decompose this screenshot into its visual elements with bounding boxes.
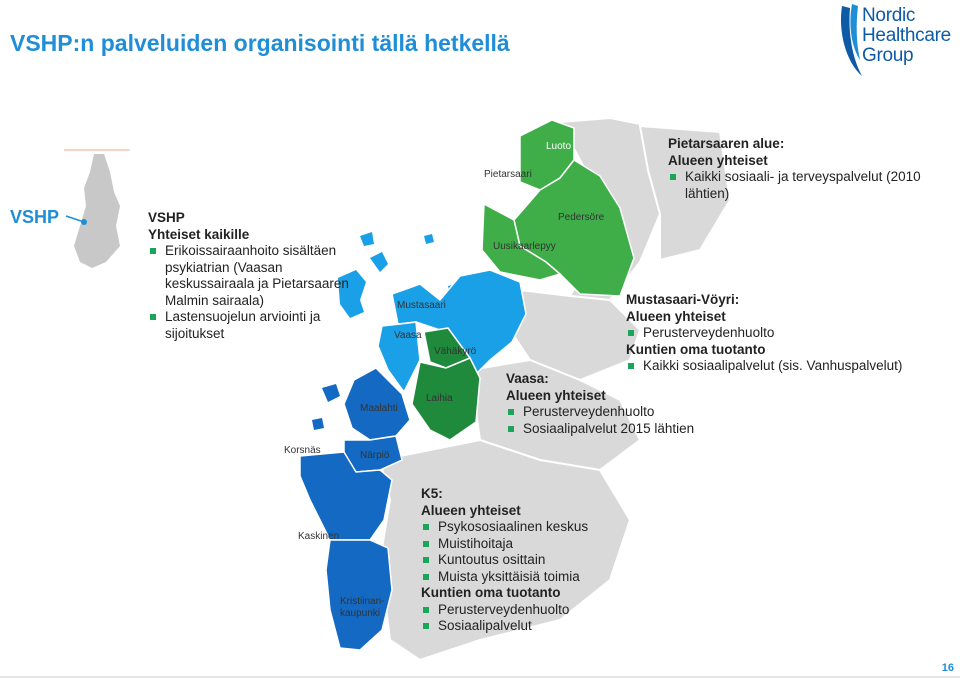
vaasa-block-bullet: Sosiaalipalvelut 2015 lähtien xyxy=(506,421,746,438)
map-label-korsnas: Korsnäs xyxy=(284,445,321,456)
mustasaari-block-bullet: Kaikki sosiaalipalvelut (sis. Vanhuspalvelut) xyxy=(626,358,946,375)
mustasaari-block-subheading: Alueen yhteiset xyxy=(626,308,726,324)
vaasa-block-heading: Vaasa: xyxy=(506,371,549,386)
vshp-block-heading: VSHP xyxy=(148,210,185,225)
vshp-label: VSHP xyxy=(10,207,60,227)
k5-block-bullet: Sosiaalipalvelut xyxy=(421,618,661,635)
map-label-kristiinankaupunki: Kristiinan- kaupunki xyxy=(340,596,385,619)
pietarsaari-block-subheading: Alueen yhteiset xyxy=(668,152,768,168)
logo-line-2: Healthcare xyxy=(862,25,951,46)
map-label-luoto: Luoto xyxy=(546,141,572,152)
map-label-narpio: Närpiö xyxy=(360,450,390,461)
k5-block-bullet: Muistihoitaja xyxy=(421,536,661,553)
vaasa-block xyxy=(506,371,746,437)
k5-block-subheading-2: Kuntien oma tuotanto xyxy=(421,585,561,600)
map-label-pietarsaari: Pietarsaari xyxy=(484,169,532,180)
pietarsaari-block-heading: Pietarsaaren alue: xyxy=(668,136,785,151)
vshp-block-bullet: Lastensuojelun arviointi ja sijoitukset xyxy=(148,309,358,342)
mustasaari-block-subheading-2: Kuntien oma tuotanto xyxy=(626,341,766,357)
map-label-pedersore: Pedersöre xyxy=(558,212,605,223)
pietarsaari-block-bullet: Kaikki sosiaali- ja terveyspalvelut (2010 lähtien) xyxy=(668,169,936,202)
k5-block-subheading: Alueen yhteiset xyxy=(421,502,521,518)
mustasaari-block-heading: Mustasaari-Vöyri: xyxy=(626,292,740,307)
finland-mini-map xyxy=(64,150,130,268)
map-label-maalahti: Maalahti xyxy=(360,403,398,414)
logo-line-3: Group xyxy=(862,45,914,66)
map-label-mustasaari: Mustasaari xyxy=(397,300,446,311)
pietarsaari-block xyxy=(668,136,936,202)
vshp-block xyxy=(148,210,358,342)
vaasa-block-subheading: Alueen yhteiset xyxy=(506,387,606,403)
k5-block-bullet: Muista yksittäisiä toimia xyxy=(421,569,661,586)
page-title: VSHP:n palveluiden organisointi tällä hetkellä xyxy=(10,30,510,56)
map-label-kaskinen: Kaskinen xyxy=(298,531,340,542)
k5-block-bullet: Psykososiaalinen keskus xyxy=(421,519,661,536)
k5-block-bullet: Perusterveydenhuolto xyxy=(421,602,661,619)
mustasaari-block xyxy=(626,292,946,375)
map-label-vaasa: Vaasa xyxy=(394,330,422,341)
map-label-uusikaarlepyy: Uusikaarlepyy xyxy=(493,241,556,252)
vshp-block-subheading: Yhteiset kaikille xyxy=(148,226,250,242)
map-label-vahakyro: Vähäkyrö xyxy=(434,346,477,357)
map-label-laihia: Laihia xyxy=(426,393,453,404)
k5-block-bullet: Kuntoutus osittain xyxy=(421,552,661,569)
k5-block-heading: K5: xyxy=(421,486,443,501)
vaasa-block-bullet: Perusterveydenhuolto xyxy=(506,404,746,421)
page-number: 16 xyxy=(941,662,954,674)
k5-block xyxy=(421,486,661,635)
south-islands xyxy=(312,384,340,430)
logo-line-1: Nordic xyxy=(862,5,916,26)
vshp-block-bullet: Erikoissairaanhoito sisältäen psykiatrian (Vaasan keskussairaala ja Pietarsaaren Malmin sairaala) xyxy=(148,243,358,309)
mustasaari-block-bullet: Perusterveydenhuolto xyxy=(626,325,946,342)
